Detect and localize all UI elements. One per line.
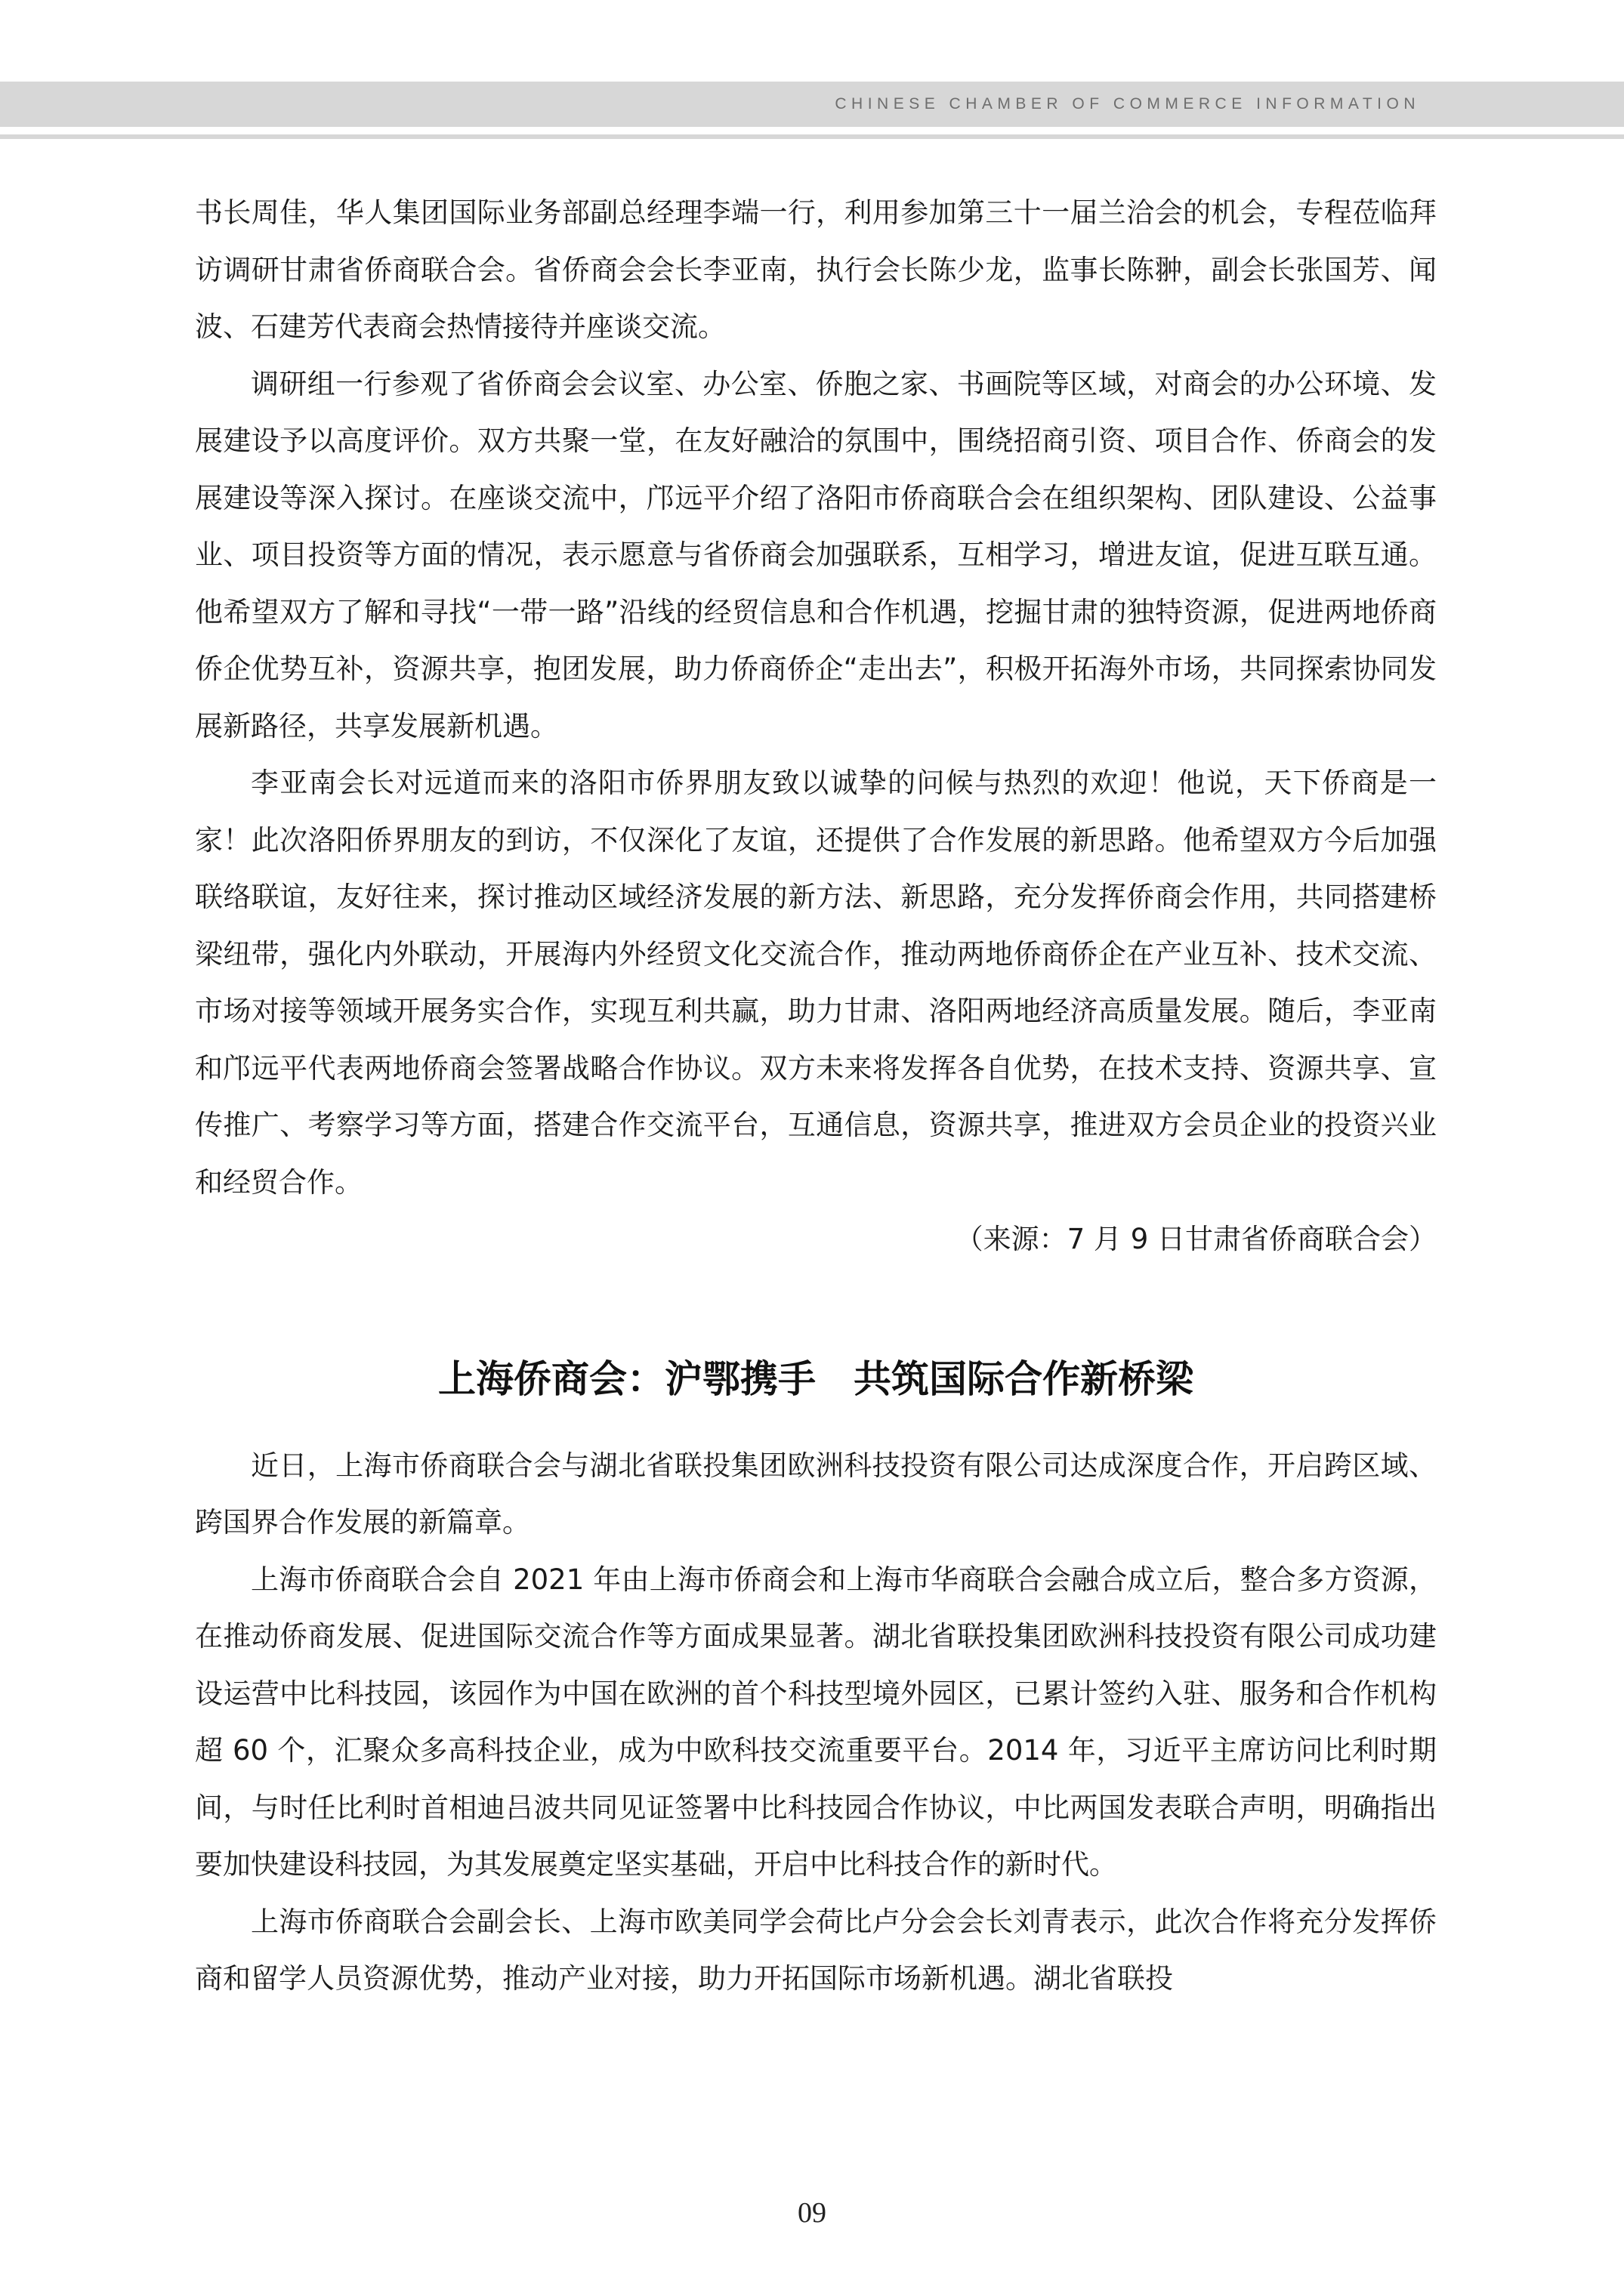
running-header: CHINESE CHAMBER OF COMMERCE INFORMATION (835, 95, 1420, 113)
article1-paragraph-3: 李亚南会长对远道而来的洛阳市侨界朋友致以诚挚的问候与热烈的欢迎！他说，天下侨商是一家！此次洛阳侨界朋友的到访，不仅深化了友谊，还提供了合作发展的新思路。他希望双方今后加强联络联谊，友好往来，探讨推动区域经济发展的新方法、新思路，充分发挥侨商会作用，共同搭建桥梁纽带，强化内外联动，开展海内外经贸文化交流合作，推动两地侨商侨企在产业互补、技术交流、市场对接等领域开展务实合作，实现互利共赢，助力甘肃、洛阳两地经济高质量发展。随后，李亚南和邝远平代表两地侨商会签署战略合作协议。双方未来将发挥各自优势，在技术支持、资源共享、宣传推广、考察学习等方面，搭建合作交流平台，互通信息，资源共享，推进双方会员企业的投资兴业和经贸合作。 (195, 767, 1437, 1199)
article1-paragraph-2: 调研组一行参观了省侨商会会议室、办公室、侨胞之家、书画院等区域，对商会的办公环境、发展建设予以高度评价。双方共聚一堂，在友好融洽的氛围中，围绕招商引资、项目合作、侨商会的发展建设等深入探讨。在座谈交流中，邝远平介绍了洛阳市侨商联合会在组织架构、团队建设、公益事业、项目投资等方面的情况，表示愿意与省侨商会加强联系，互相学习，增进友谊，促进互联互通。他希望双方了解和寻找“一带一路”沿线的经贸信息和合作机遇，挖掘甘肃的独特资源，促进两地侨商侨企优势互补，资源共享，抱团发展，助力侨商侨企“走出去”，积极开拓海外市场，共同探索协同发展新路径，共享发展新机遇。 (195, 367, 1437, 742)
header-rule (0, 134, 1624, 139)
article1-source: （来源：7 月 9 日甘肃省侨商联合会） (955, 1223, 1437, 1255)
article1-paragraph-1: 书长周佳，华人集团国际业务部副总经理李端一行，利用参加第三十一届兰洽会的机会，专程莅临拜访调研甘肃省侨商联合会。省侨商会会长李亚南，执行会长陈少龙，监事长陈翀，副会长张国芳、闻波、石建芳代表商会热情接待并座谈交流。 (195, 196, 1437, 343)
page-body (195, 184, 1437, 2008)
article2-paragraph-2: 上海市侨商联合会自 2021 年由上海市侨商会和上海市华商联合会融合成立后，整合多方资源，在推动侨商发展、促进国际交流合作等方面成果显著。湖北省联投集团欧洲科技投资有限公司成功建设运营中比科技园，该园作为中国在欧洲的首个科技型境外园区，已累计签约入驻、服务和合作机构超 60 个，汇聚众多高科技企业，成为中欧科技交流重要平台。2014 年，习近平主席访问比利时期间，与时任比利时首相迪吕波共同见证签署中比科技园合作协议，中比两国发表联合声明，明确指出要加快建设科技园，为其发展奠定坚实基础，开启中比科技合作的新时代。 (195, 1563, 1437, 1881)
article2-title: 上海侨商会：沪鄂携手 共筑国际合作新桥梁 (438, 1356, 1193, 1401)
article2-paragraph-3: 上海市侨商联合会副会长、上海市欧美同学会荷比卢分会会长刘青表示，此次合作将充分发挥侨商和留学人员资源优势，推动产业对接，助力开拓国际市场新机遇。湖北省联投 (195, 1905, 1437, 1995)
article2-paragraph-1: 近日，上海市侨商联合会与湖北省联投集团欧洲科技投资有限公司达成深度合作，开启跨区域、跨国界合作发展的新篇章。 (195, 1449, 1437, 1538)
page-number: 09 (798, 2197, 826, 2229)
